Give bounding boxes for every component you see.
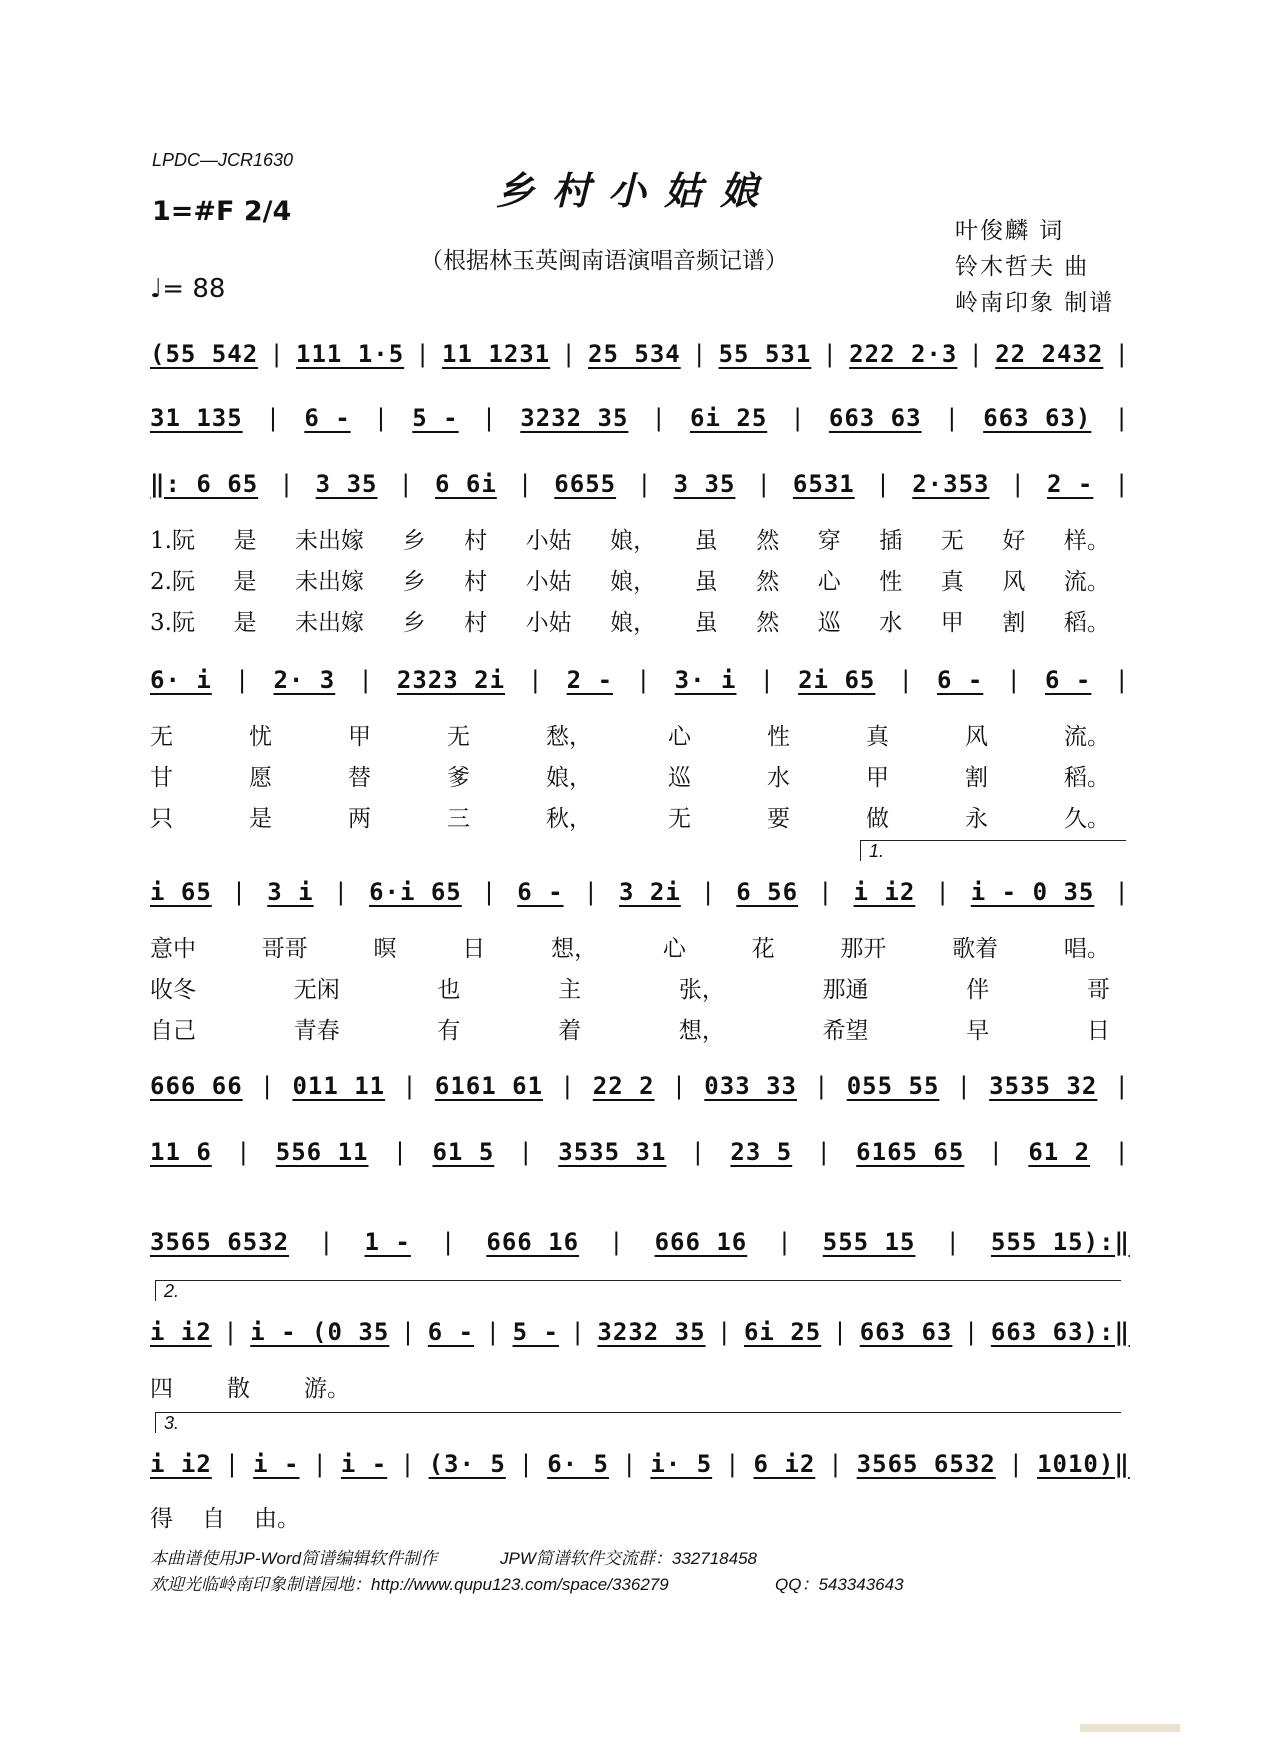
measure-notes: 555 15):‖ (990, 1228, 1130, 1256)
barline: | (832, 1318, 849, 1346)
measure-notes: 3· i (674, 666, 737, 694)
barline: | (1006, 666, 1022, 694)
measure-notes: 6 - (937, 666, 984, 694)
measure-notes: 6i 25 (743, 1318, 822, 1346)
barline: | (279, 470, 295, 498)
notation-system-5 (150, 878, 1130, 906)
lyric-line (150, 1500, 300, 1533)
barline: | (691, 340, 708, 368)
footer-qq: QQ：543343643 (775, 1575, 904, 1594)
lyric-syllable: 无闲 (293, 977, 340, 1003)
barline: | (816, 1138, 832, 1166)
measure-notes: 6165 65 (856, 1138, 965, 1166)
lyric-syllable: 然 (756, 528, 780, 554)
lyric-syllable: 1.阮 (150, 528, 195, 554)
measure-notes: 61 2 (1028, 1138, 1091, 1166)
measure-notes: 1 - (364, 1228, 411, 1256)
watermark (1080, 1724, 1180, 1732)
lyric-line (150, 1012, 1110, 1045)
lyric-syllable: 水 (879, 610, 903, 636)
measure-notes: 5 - (412, 404, 459, 432)
lyric-syllable: 自 (202, 1506, 225, 1532)
barline: | (231, 878, 248, 906)
measure-notes: 6 - (517, 878, 564, 906)
measure-notes: 6655 (554, 470, 617, 498)
barline: | (570, 1318, 586, 1346)
lyric-syllable: 3.阮 (150, 610, 195, 636)
notation-system-6 (150, 1072, 1130, 1100)
lyric-syllable: 娘， (610, 528, 657, 554)
measure-notes: 3565 6532 (856, 1450, 996, 1478)
lyric-syllable: 甘 (150, 765, 173, 791)
barline: | (518, 1138, 534, 1166)
lyric-syllable: 心 (662, 936, 686, 962)
measure-notes: 11 1231 (442, 340, 551, 368)
barline: | (637, 470, 653, 498)
measure-notes: 222 2·3 (849, 340, 958, 368)
barline: | (1114, 340, 1130, 368)
barline: | (223, 1318, 239, 1346)
lyric-syllable: 稻。 (1064, 765, 1110, 791)
lyric-syllable: 收冬 (150, 977, 196, 1003)
measure-notes: i - (340, 1450, 388, 1478)
lyric-syllable: 甲 (348, 724, 371, 750)
lyric-syllable: 主 (558, 977, 582, 1003)
lyric-line (150, 563, 1110, 596)
lyric-syllable: 那通 (822, 977, 869, 1003)
barline: | (777, 1228, 793, 1256)
lyric-syllable: 无 (668, 806, 691, 832)
lyric-syllable: 散 (227, 1376, 250, 1402)
measure-notes: 6 i2 (753, 1450, 816, 1478)
lyric-syllable: 真 (940, 569, 964, 595)
barline: | (224, 1450, 241, 1478)
lyric-syllable: 想， (678, 1018, 725, 1044)
lyric-syllable: 真 (866, 724, 889, 750)
lyric-syllable: 由。 (254, 1506, 300, 1532)
measure-notes: 666 16 (654, 1228, 748, 1256)
subtitle: （根据林玉英闽南语演唱音频记谱） (420, 248, 788, 274)
lyric-syllable: 日 (462, 936, 486, 962)
barline: | (621, 1450, 638, 1478)
lyric-syllable: 无 (940, 528, 964, 554)
lyric-line (150, 930, 1110, 963)
lyric-syllable: 2.阮 (150, 569, 195, 595)
barline: | (415, 340, 431, 368)
measure-notes: 6 6i (434, 470, 497, 498)
measure-notes: i - (253, 1450, 300, 1478)
lyric-syllable: 甲 (940, 610, 964, 636)
barline: | (790, 404, 806, 432)
barline: | (398, 470, 414, 498)
lyric-syllable: 风 (965, 724, 988, 750)
measure-notes: i 65 (150, 878, 212, 906)
lyric-syllable: 流。 (1064, 724, 1110, 750)
lyric-syllable: 村 (464, 569, 488, 595)
lyric-syllable: 希望 (822, 1018, 869, 1044)
lyric-syllable: 然 (756, 569, 780, 595)
measure-notes: 033 33 (704, 1072, 797, 1100)
lyric-syllable: 村 (464, 610, 488, 636)
lyric-syllable: 娘， (610, 569, 657, 595)
measure-notes: 2· 3 (273, 666, 336, 694)
lyric-syllable: 娘， (546, 765, 592, 791)
notation-system-1 (150, 340, 1130, 368)
lyric-syllable: 日 (1086, 1018, 1110, 1044)
lyric-syllable: 无 (447, 724, 470, 750)
notation-system-4 (150, 666, 1130, 694)
measure-notes: 2 - (566, 666, 614, 694)
notation-system-9 (150, 1318, 1130, 1346)
barline: | (818, 878, 834, 906)
barline: | (561, 340, 577, 368)
footer-software-note: 本曲谱使用JP-Word简谱编辑软件制作 (150, 1549, 438, 1568)
barline: | (875, 470, 892, 498)
barline: | (1010, 470, 1026, 498)
lyric-syllable: 只 (150, 806, 173, 832)
barline: | (1114, 470, 1130, 498)
barline: | (518, 1450, 535, 1478)
lyric-syllable: 无 (150, 724, 173, 750)
measure-notes: 055 55 (846, 1072, 940, 1100)
barline: | (583, 878, 600, 906)
lyric-syllable: 是 (233, 569, 257, 595)
measure-notes: 111 1·5 (296, 340, 405, 368)
measure-notes: 25 534 (588, 340, 681, 368)
lyric-syllable: 愁， (546, 724, 592, 750)
barline: | (1008, 1450, 1025, 1478)
measure-notes: 23 5 (730, 1138, 793, 1166)
barline: | (400, 1318, 417, 1346)
barline: | (822, 340, 838, 368)
measure-notes: i i2 (853, 878, 916, 906)
lyric-syllable: 做 (866, 806, 889, 832)
barline: | (234, 666, 251, 694)
lyric-syllable: 巡 (668, 765, 691, 791)
notation-system-3 (150, 470, 1130, 498)
lyric-syllable: 四 (150, 1376, 173, 1402)
lyric-syllable: 自己 (150, 1018, 196, 1044)
lyric-syllable: 忧 (249, 724, 272, 750)
lyric-syllable: 也 (437, 977, 461, 1003)
barline: | (636, 666, 652, 694)
lyric-syllable: 巡 (817, 610, 841, 636)
lyric-syllable: 得 (150, 1506, 173, 1532)
lyric-syllable: 乡 (402, 610, 426, 636)
tempo-mark: ♩= 88 (150, 274, 226, 304)
measure-notes: i i2 (150, 1318, 212, 1346)
lyric-syllable: 虽 (694, 528, 718, 554)
lyric-line (150, 971, 1110, 1004)
lyric-syllable: 是 (233, 528, 257, 554)
measure-notes: 6161 61 (434, 1072, 544, 1100)
barline: | (700, 878, 717, 906)
lyric-syllable: 暝 (373, 936, 397, 962)
measure-notes: 3232 35 (597, 1318, 706, 1346)
measure-notes: 2 - (1047, 470, 1094, 498)
measure-notes: 61 5 (432, 1138, 495, 1166)
lyric-syllable: 未出嫁 (295, 569, 365, 595)
lyric-syllable: 小姑 (525, 569, 572, 595)
barline: | (671, 1072, 688, 1100)
barline: | (956, 1072, 973, 1100)
lyric-syllable: 性 (879, 569, 903, 595)
barline: | (717, 1318, 733, 1346)
lyric-syllable: 有 (437, 1018, 461, 1044)
lyric-syllable: 穿 (817, 528, 841, 554)
lyric-syllable: 哥哥 (261, 936, 308, 962)
measure-notes: 55 531 (718, 340, 812, 368)
lyric-syllable: 意中 (150, 936, 196, 962)
lyric-syllable: 心 (817, 569, 841, 595)
barline: | (236, 1138, 252, 1166)
measure-notes: 31 135 (150, 404, 243, 432)
lyric-syllable: 愿 (249, 765, 272, 791)
barline: | (440, 1228, 457, 1256)
lyric-line (150, 1370, 350, 1403)
measure-notes: 663 63):‖ (990, 1318, 1130, 1346)
measure-notes: 6 - (304, 404, 351, 432)
measure-notes: i - 0 35 (970, 878, 1095, 906)
lyric-syllable: 歌着 (952, 936, 999, 962)
lyric-syllable: 样。 (1063, 528, 1110, 554)
measure-notes: (55 542 (150, 340, 259, 368)
barline: | (609, 1228, 625, 1256)
footer-group-note: JPW简谱软件交流群：332718458 (500, 1549, 757, 1568)
lyric-syllable: 割 (1002, 610, 1026, 636)
lyric-syllable: 甲 (866, 765, 889, 791)
measure-notes: 663 63) (983, 404, 1092, 432)
lyric-syllable: 着 (558, 1018, 582, 1044)
measure-notes: 011 11 (292, 1072, 386, 1100)
barline: | (517, 470, 534, 498)
lyric-syllable: 未出嫁 (295, 528, 365, 554)
barline: | (968, 340, 984, 368)
lyric-line (150, 604, 1110, 637)
measure-notes: 6·i 65 (369, 878, 462, 906)
notation-system-7 (150, 1138, 1130, 1166)
lyric-syllable: 未出嫁 (295, 610, 365, 636)
lyric-syllable: 是 (249, 806, 272, 832)
lyric-syllable: 乡 (402, 528, 426, 554)
notation-system-8 (150, 1228, 1130, 1256)
barline: | (485, 1318, 502, 1346)
lyric-syllable: 小姑 (525, 528, 572, 554)
measure-notes: ‖: 6 65 (150, 470, 259, 498)
measure-notes: i· 5 (650, 1450, 713, 1478)
measure-notes: 3232 35 (520, 404, 629, 432)
measure-notes: 2323 2i (396, 666, 506, 694)
measure-notes: 3 i (267, 878, 314, 906)
lyricist-credit: 叶俊麟 词 (955, 218, 1065, 244)
lyric-syllable: 想， (551, 936, 598, 962)
lyric-syllable: 流。 (1063, 569, 1110, 595)
barline: | (1114, 878, 1130, 906)
notation-system-10 (150, 1450, 1130, 1478)
barline: | (1114, 404, 1130, 432)
measure-notes: 2·353 (912, 470, 990, 498)
barline: | (651, 404, 667, 432)
barline: | (319, 1228, 335, 1256)
lyric-syllable: 是 (233, 610, 257, 636)
measure-notes: 666 66 (150, 1072, 243, 1100)
lyric-syllable: 替 (348, 765, 371, 791)
barline: | (265, 404, 282, 432)
notation-system-2 (150, 404, 1130, 432)
barline: | (814, 1072, 830, 1100)
lyric-syllable: 然 (756, 610, 780, 636)
lyric-syllable: 久。 (1064, 806, 1110, 832)
score-code: LPDC—JCR1630 (152, 150, 294, 170)
barline: | (312, 1450, 328, 1478)
barline: | (373, 404, 390, 432)
measure-notes: (3· 5 (428, 1450, 506, 1478)
lyric-syllable: 秋， (546, 806, 592, 832)
arranger-credit: 岭南印象 制谱 (955, 290, 1115, 316)
lyric-syllable: 插 (879, 528, 903, 554)
measure-notes: 6 56 (736, 878, 799, 906)
measure-notes: 3 35 (315, 470, 378, 498)
composer-credit: 铃木哲夫 曲 (955, 254, 1090, 280)
lyric-syllable: 虽 (694, 569, 718, 595)
lyric-syllable: 心 (668, 724, 691, 750)
measure-notes: 6· 5 (547, 1450, 609, 1478)
measure-notes: 6 - (1045, 666, 1092, 694)
lyric-syllable: 水 (767, 765, 790, 791)
measure-notes: 6i 25 (690, 404, 768, 432)
song-title: 乡村小姑娘 (495, 168, 776, 213)
barline: | (944, 404, 961, 432)
barline: | (945, 1228, 961, 1256)
measure-notes: 666 16 (486, 1228, 580, 1256)
barline: | (1114, 666, 1130, 694)
lyric-line (150, 522, 1110, 555)
barline: | (898, 666, 914, 694)
measure-notes: 663 63 (859, 1318, 953, 1346)
barline: | (481, 878, 498, 906)
lyric-syllable: 那开 (840, 936, 887, 962)
lyric-line (150, 800, 1110, 833)
lyric-syllable: 乡 (402, 569, 426, 595)
lyric-syllable: 割 (965, 765, 988, 791)
volta-bracket-2: 2. (155, 1280, 1121, 1301)
measure-notes: 11 6 (150, 1138, 212, 1166)
barline: | (988, 1138, 1005, 1166)
lyric-line (150, 718, 1110, 751)
measure-notes: 1010)‖ (1037, 1450, 1130, 1478)
measure-notes: i - (0 35 (250, 1318, 390, 1346)
barline: | (560, 1072, 576, 1100)
barline: | (481, 404, 498, 432)
barline: | (358, 666, 374, 694)
lyric-syllable: 小姑 (525, 610, 572, 636)
measure-notes: 3535 32 (989, 1072, 1098, 1100)
lyric-syllable: 花 (751, 936, 775, 962)
measure-notes: 6 - (427, 1318, 475, 1346)
barline: | (759, 666, 776, 694)
barline: | (1114, 1138, 1130, 1166)
lyric-line (150, 759, 1110, 792)
lyric-syllable: 哥 (1086, 977, 1110, 1003)
barline: | (828, 1450, 844, 1478)
measure-notes: 6· i (150, 666, 212, 694)
lyric-syllable: 伴 (966, 977, 990, 1003)
lyric-syllable: 唱。 (1063, 936, 1110, 962)
barline: | (963, 1318, 980, 1346)
lyric-syllable: 两 (348, 806, 371, 832)
measure-notes: 3 2i (619, 878, 681, 906)
barline: | (392, 1138, 409, 1166)
measure-notes: 556 11 (275, 1138, 369, 1166)
lyric-syllable: 爹 (447, 765, 470, 791)
barline: | (333, 878, 350, 906)
barline: | (400, 1450, 416, 1478)
barline: | (269, 340, 285, 368)
barline: | (402, 1072, 418, 1100)
volta-bracket-3: 3. (155, 1412, 1121, 1433)
barline: | (528, 666, 544, 694)
lyric-syllable: 好 (1002, 528, 1026, 554)
barline: | (935, 878, 951, 906)
measure-notes: 22 2 (592, 1072, 655, 1100)
barline: | (690, 1138, 707, 1166)
measure-notes: 5 - (512, 1318, 559, 1346)
lyric-syllable: 三 (447, 806, 470, 832)
measure-notes: 22 2432 (995, 340, 1104, 368)
barline: | (756, 470, 772, 498)
measure-notes: 3535 31 (558, 1138, 667, 1166)
lyric-syllable: 虽 (694, 610, 718, 636)
lyric-syllable: 风 (1002, 569, 1026, 595)
lyric-syllable: 村 (464, 528, 488, 554)
measure-notes: 6531 (792, 470, 855, 498)
lyric-syllable: 青春 (293, 1018, 340, 1044)
volta-bracket-1: 1. (860, 840, 1126, 861)
measure-notes: 3565 6532 (150, 1228, 290, 1256)
measure-notes: i i2 (150, 1450, 212, 1478)
footer-site-link[interactable]: 欢迎光临岭南印象制谱园地：http://www.qupu123.com/space/336279 (150, 1575, 669, 1594)
measure-notes: 663 63 (828, 404, 922, 432)
key-signature: 1=#F 2/4 (152, 196, 292, 227)
lyric-syllable: 游。 (304, 1376, 350, 1402)
lyric-syllable: 娘， (610, 610, 657, 636)
lyric-syllable: 早 (966, 1018, 990, 1044)
lyric-syllable: 要 (767, 806, 790, 832)
barline: | (1114, 1072, 1130, 1100)
measure-notes: 3 35 (673, 470, 736, 498)
barline: | (725, 1450, 741, 1478)
measure-notes: 555 15 (822, 1228, 916, 1256)
lyric-syllable: 永 (965, 806, 988, 832)
measure-notes: 2i 65 (798, 666, 876, 694)
barline: | (259, 1072, 276, 1100)
lyric-syllable: 稻。 (1063, 610, 1110, 636)
lyric-syllable: 张， (678, 977, 725, 1003)
lyric-syllable: 性 (767, 724, 790, 750)
